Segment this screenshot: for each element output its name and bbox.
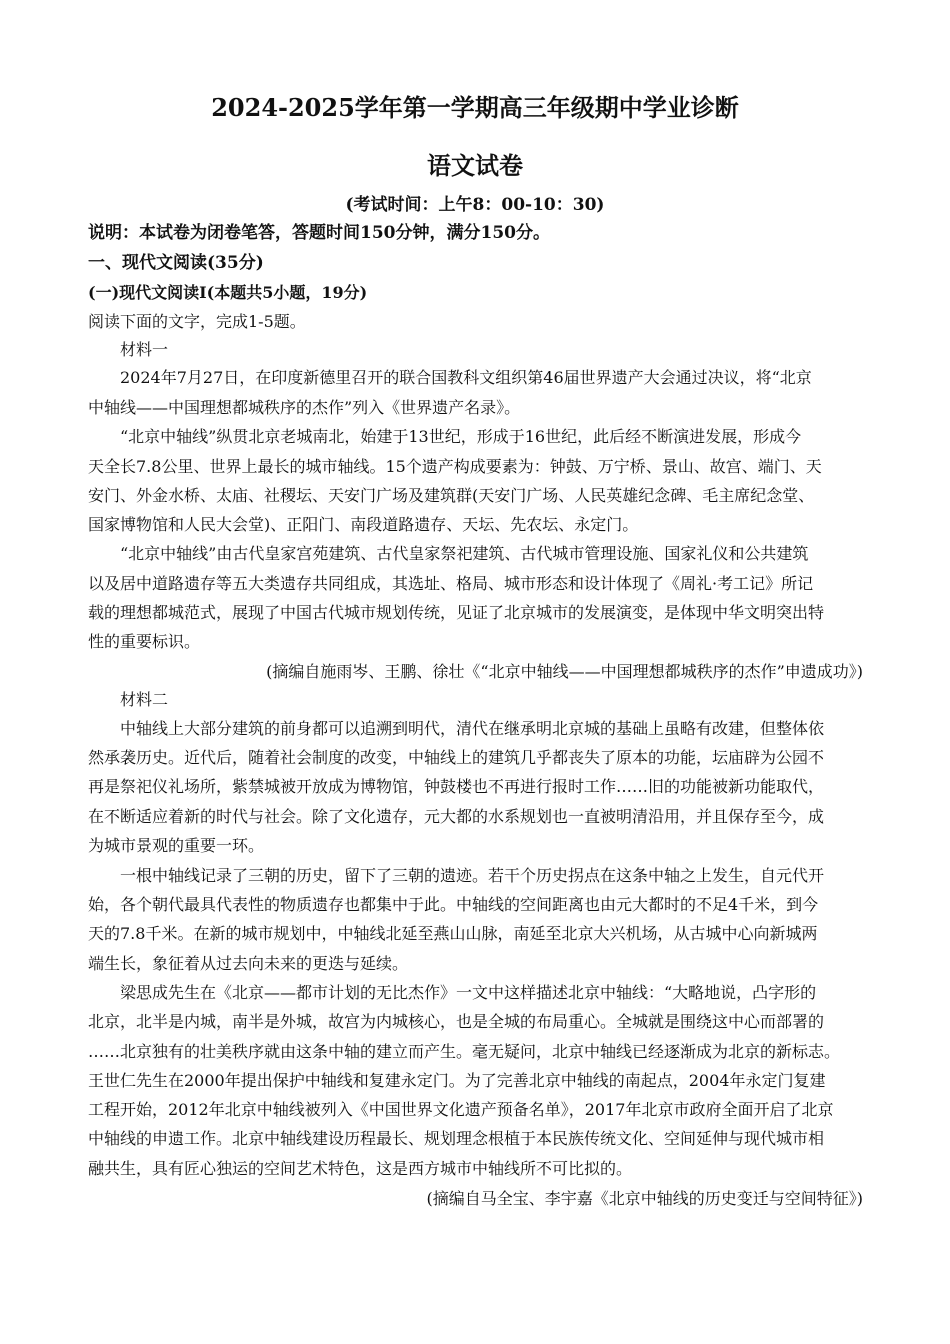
- material2-line: 始，各个朝代最具代表性的物质遗存也都集中于此。中轴线的空间距离也由元大都时的不足4千米，到今: [88, 895, 819, 914]
- instructions: 说明：本试卷为闭卷笔答，答题时间150分钟，满分150分。: [88, 223, 550, 243]
- material2-line: 梁思成先生在《北京——都市计划的无比杰作》一文中这样描述北京中轴线：“大略地说，凸字形的: [120, 983, 817, 1002]
- reading-direction: 阅读下面的文字，完成1-5题。: [88, 312, 306, 331]
- material2-line: 然承袭历史。近代后，随着社会制度的改变，中轴线上的建筑几乎都丧失了原本的功能，坛庙辟为公园不: [88, 748, 825, 767]
- material1-line: 以及居中道路遗存等五大类遗存共同组成，其选址、格局、城市形态和设计体现了《周礼·考工记》所记: [88, 574, 814, 593]
- material2-line: 中轴线的申遗工作。北京中轴线建设历程最长、规划理念根植于本民族传统文化、空间延伸与现代城市相: [88, 1129, 825, 1148]
- material1-line: “北京中轴线”由古代皇家宫苑建筑、古代皇家祭祀建筑、古代城市管理设施、国家礼仪和公共建筑: [120, 544, 809, 563]
- part-title: (一)现代文阅读Ⅰ(本题共5小题，19分): [88, 283, 368, 302]
- material2-line: 为城市景观的重要一环。: [88, 836, 265, 855]
- material1-line: 2024年7月27日，在印度新德里召开的联合国教科文组织第46届世界遗产大会通过决议，将“北京: [120, 368, 812, 387]
- material2-line: 工程开始，2012年北京中轴线被列入《中国世界文化遗产预备名单》，2017年北京市政府全面开启了北京: [88, 1100, 834, 1119]
- material2-line: 中轴线上大部分建筑的前身都可以追溯到明代，清代在继承明北京城的基础上虽略有改建，但整体依: [120, 719, 825, 738]
- material2-label: 材料二: [120, 690, 169, 709]
- material2-line: 在不断适应着新的时代与社会。除了文化遗存，元大都的水系规划也一直被明清沿用，并且保存至今，成: [88, 807, 825, 826]
- material1-line: 载的理想都城范式，展现了中国古代城市规划传统，见证了北京城市的发展演变，是体现中华文明突出特: [88, 603, 825, 622]
- exam-subject: 语文试卷: [427, 151, 523, 180]
- material2-line: 天的7.8千米。在新的城市规划中，中轴线北延至燕山山脉，南延至北京大兴机场，从古城中心向新城两: [88, 924, 818, 943]
- material1-line: 中轴线——中国理想都城秩序的杰作”列入《世界遗产名录》。: [88, 398, 521, 417]
- material2-line: 一根中轴线记录了三朝的历史，留下了三朝的遗迹。若干个历史拐点在这条中轴之上发生，自元代开: [120, 866, 825, 885]
- exam-title: 2024-2025学年第一学期高三年级期中学业诊断: [211, 93, 739, 122]
- material1-line: 安门、外金水桥、太庙、社稷坛、天安门广场及建筑群(天安门广场、人民英雄纪念碑、毛主席纪念堂、: [88, 486, 815, 505]
- material2-line: 融共生，具有匠心独运的空间艺术特色，这是西方城市中轴线所不可比拟的。: [88, 1159, 633, 1178]
- material2-line: 再是祭祀仪礼场所，紫禁城被开放成为博物馆，钟鼓楼也不再进行报时工作……旧的功能被新功能取代，: [88, 777, 825, 796]
- exam-time: (考试时间：上午8：00-10：30): [345, 195, 605, 215]
- material2-line: 北京，北半是内城，南半是外城，故宫为内城核心，也是全城的布局重心。全城就是围绕这中心而部署的: [88, 1012, 825, 1031]
- material1-source: (摘编自施雨岑、王鹏、徐壮《“北京中轴线——中国理想都城秩序的杰作”申遗成功》): [266, 662, 863, 681]
- material2-line: 端生长，象征着从过去向未来的更迭与延续。: [88, 954, 409, 973]
- material1-line: “北京中轴线”纵贯北京老城南北，始建于13世纪，形成于16世纪，此后经不断演进发展，形成今: [120, 427, 802, 446]
- section-title: 一、现代文阅读(35分): [88, 253, 264, 273]
- material1-line: 天全长7.8公里、世界上最长的城市轴线。15个遗产构成要素为：钟鼓、万宁桥、景山、故宫、端门、天: [88, 457, 822, 476]
- material2-line: ……北京独有的壮美秩序就由这条中轴的建立而产生。毫无疑问，北京中轴线已经逐渐成为北京的新标志。: [88, 1042, 841, 1061]
- material2-line: 王世仁先生在2000年提出保护中轴线和复建永定门。为了完善北京中轴线的南起点，2004年永定门复建: [88, 1071, 826, 1090]
- material1-label: 材料一: [120, 340, 169, 359]
- material1-line: 性的重要标识。: [88, 632, 201, 651]
- material2-source: (摘编自马全宝、李宇嘉《北京中轴线的历史变迁与空间特征》): [426, 1189, 863, 1208]
- material1-line: 国家博物馆和人民大会堂)、正阳门、南段道路遗存、天坛、先农坛、永定门。: [88, 515, 639, 534]
